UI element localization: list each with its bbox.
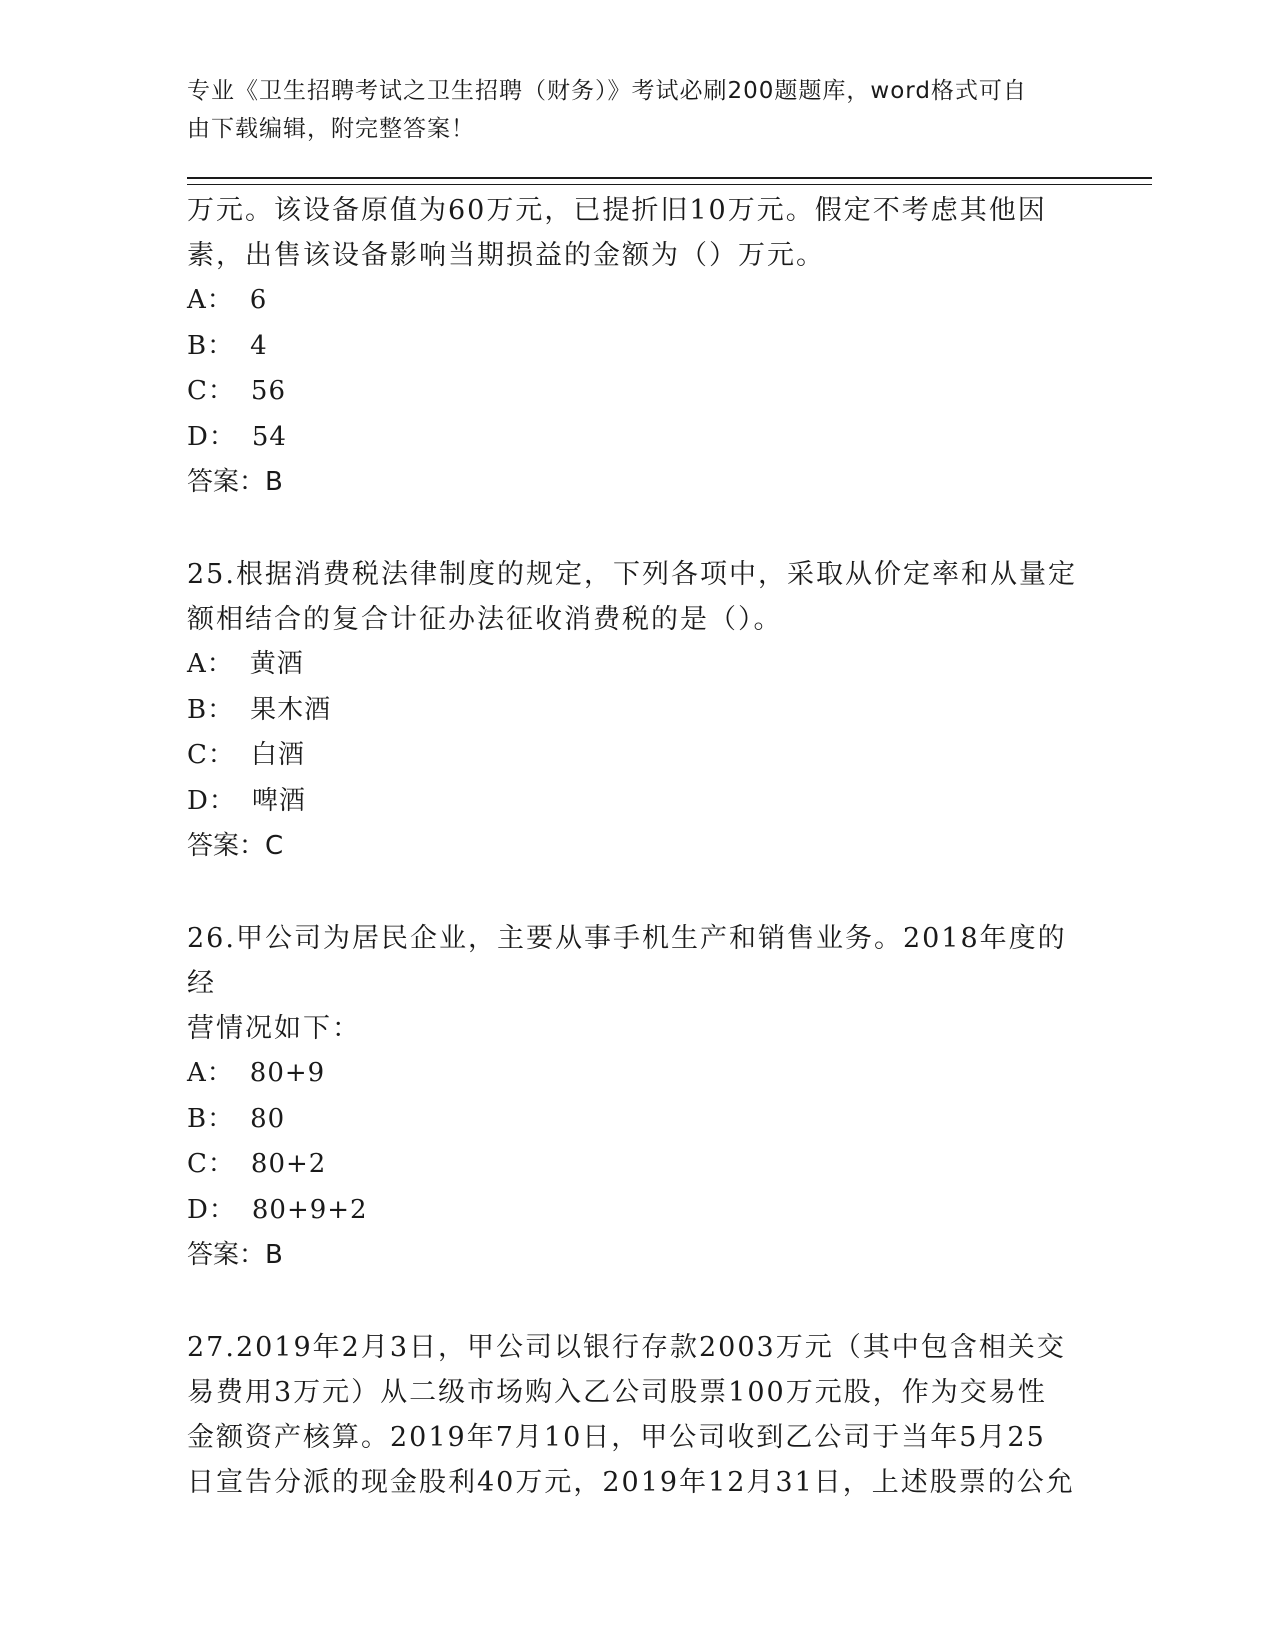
question-text-line: 27.2019年2月3日，甲公司以银行存款2003万元（其中包含相关交: [187, 1332, 1066, 1363]
question-text-line: 素，出售该设备影响当期损益的金额为（）万元。: [187, 240, 825, 271]
option-c: C： 56: [187, 376, 286, 406]
answer: 答案：C: [187, 831, 284, 861]
option-d: D： 54: [187, 421, 287, 452]
header-divider-thin: [187, 184, 1152, 185]
document-header: [187, 72, 1067, 148]
question-text-line: 26.甲公司为居民企业，主要从事手机生产和销售业务。2018年度的经: [187, 923, 1067, 999]
header-line-1: 专业《卫生招聘考试之卫生招聘（财务）》考试必刷200题题库，word格式可自: [187, 78, 1027, 104]
answer: 答案：B: [187, 1240, 283, 1270]
option-c: C： 80+2: [187, 1149, 327, 1179]
option-b: B： 80: [187, 1103, 286, 1134]
document-body: [187, 188, 1087, 1505]
question-text-line: 日宣告分派的现金股利40万元，2019年12月31日，上述股票的公允: [187, 1467, 1075, 1498]
question-27: [187, 1325, 1087, 1505]
option-b: B： 4: [187, 330, 268, 361]
option-c: C： 白酒: [187, 740, 305, 770]
question-text-line: 金额资产核算。2019年7月10日，甲公司收到乙公司于当年5月25: [187, 1422, 1046, 1453]
option-a: A： 80+9: [187, 1058, 326, 1088]
answer: 答案：B: [187, 467, 283, 497]
option-b: B： 果木酒: [187, 694, 332, 725]
header-line-2: 由下载编辑，附完整答案！: [187, 116, 475, 142]
option-d: D： 80+9+2: [187, 1194, 368, 1225]
option-d: D： 啤酒: [187, 785, 306, 816]
header-divider-thick: [187, 177, 1152, 179]
question-26: [187, 916, 1087, 1278]
option-a: A： 6: [187, 285, 268, 315]
question-text-line: 额相结合的复合计征办法征收消费税的是（）。: [187, 604, 783, 635]
question-text-line: 万元。该设备原值为60万元，已提折旧10万元。假定不考虑其他因: [187, 195, 1047, 226]
question-25: [187, 552, 1087, 869]
option-a: A： 黄酒: [187, 649, 304, 679]
question-text-line: 易费用3万元）从二级市场购入乙公司股票100万元股，作为交易性: [187, 1377, 1047, 1408]
question-text-line: 25.根据消费税法律制度的规定，下列各项中，采取从价定率和从量定: [187, 559, 1077, 590]
question-24: [187, 188, 1087, 505]
question-text-line: 营情况如下：: [187, 1013, 361, 1044]
